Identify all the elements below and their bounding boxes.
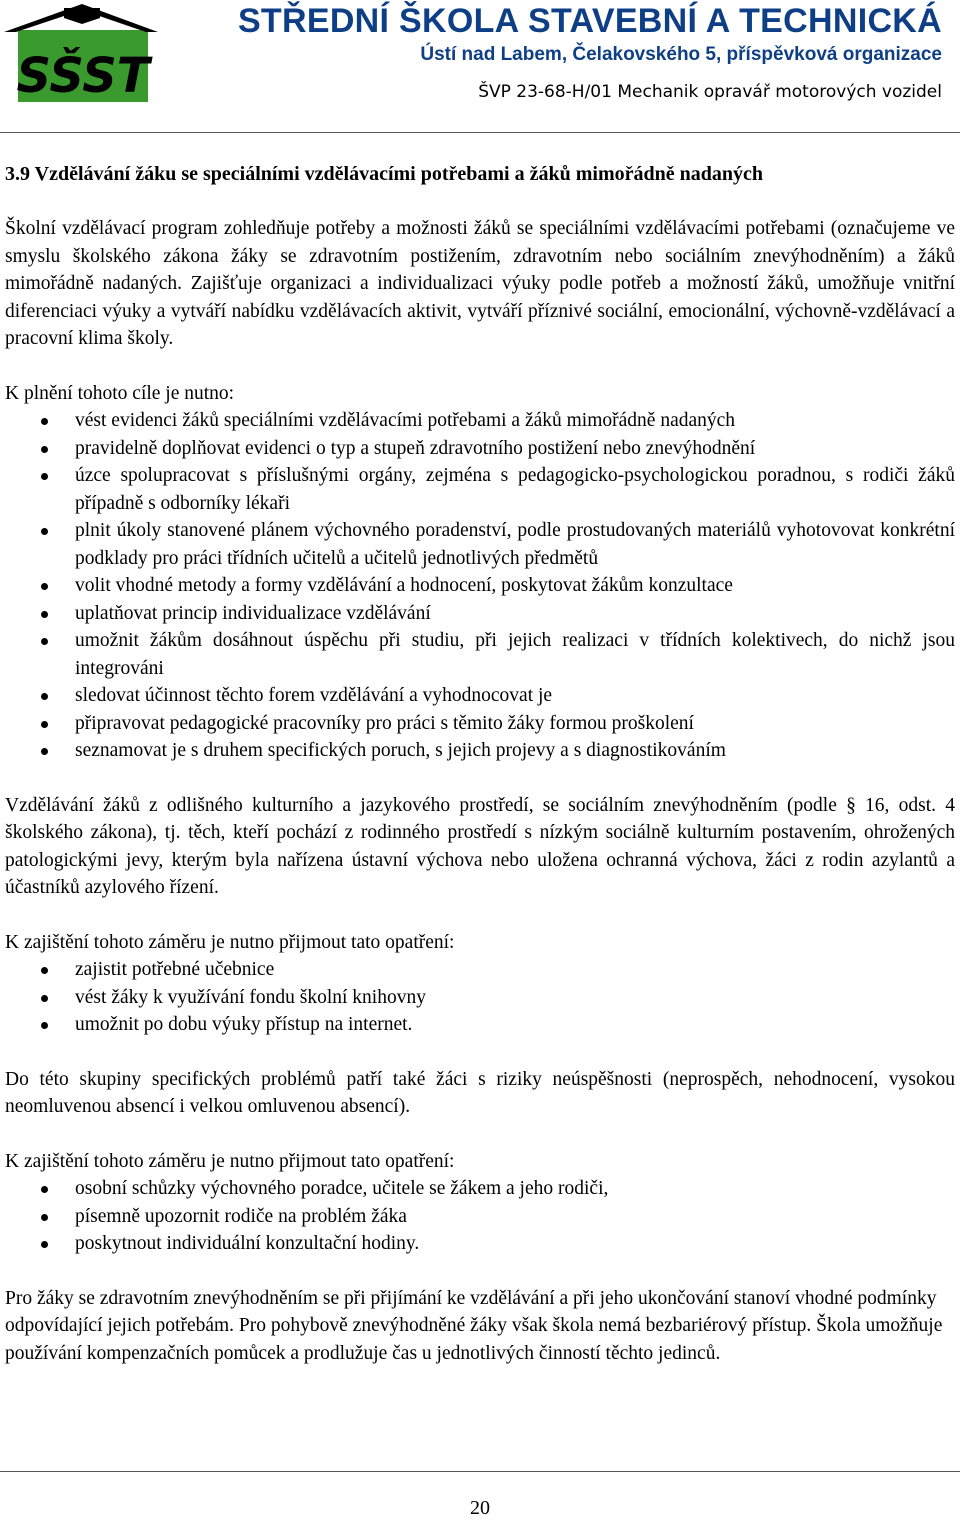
list-item: volit vhodné metody a formy vzdělávání a hodnocení, poskytovat žákům konzultace [5, 572, 955, 600]
list-item: vést evidenci žáků speciálními vzdělávacími potřebami a žáků mimořádně nadaných [5, 407, 955, 435]
intro-paragraph: Školní vzdělávací program zohledňuje potřeby a možnosti žáků se speciálními vzdělávacími potřebami (označujeme ve smyslu školského zákona žáky se zdravotním postižením, zdravotním nebo sociálním znevýhodněním) a žáků mimořádně nadaných. Zajišťuje organizaci a individualizaci výuky podle potřeb a možností žáků, umožňuje vnitřní diferenciaci výuky a vytváří nabídku vzdělávacích aktivit, vytváří příznivé sociální, emocionální, výchovně-vzdělávací a pracovní klima školy. [5, 218, 955, 349]
list-item: pravidelně doplňovat evidenci o typ a stupeň zdravotního postižení nebo znevýhodnění [5, 435, 955, 463]
school-address: Ústí nad Labem, Čelakovského 5, příspěvková organizace [420, 44, 942, 65]
list-item: plnit úkoly stanovené plánem výchovného poradenství, podle prostudovaných materiálů vyhotovovat konkrétní podklady pro práci třídních učitelů a učitelů jednotlivých předmětů [5, 517, 955, 572]
measures-list-1 [5, 956, 955, 1039]
list-item: úzce spolupracovat s příslušnými orgány, zejména s pedagogicko-psychologickou poradnou, s rodiči žáků případně s odborníky lékaři [5, 462, 955, 517]
measures-lead-2: K zajištění tohoto záměru je nutno přijmout tato opatření: [5, 1150, 455, 1172]
list-item: poskytnout individuální konzultační hodiny. [5, 1230, 955, 1258]
school-logo [4, 4, 158, 102]
list-item: umožnit po dobu výuky přístup na internet. [5, 1011, 955, 1039]
program-code: ŠVP 23-68-H/01 Mechanik opravář motorových vozidel [478, 82, 942, 102]
page-header [0, 0, 960, 134]
list-item: písemně upozornit rodiče na problém žáka [5, 1203, 955, 1231]
header-divider [0, 132, 960, 133]
list-item: uplatňovat princip individualizace vzdělávání [5, 600, 955, 628]
list-item: sledovat účinnost těchto forem vzdělávání a vyhodnocovat je [5, 682, 955, 710]
list-item: vést žáky k využívání fondu školní knihovny [5, 984, 955, 1012]
footer-divider [0, 1471, 960, 1472]
list-item: zajistit potřebné učebnice [5, 956, 955, 984]
school-name: STŘEDNÍ ŠKOLA STAVEBNÍ A TECHNICKÁ [237, 2, 942, 40]
goal-lead: K plnění tohoto cíle je nutno: [5, 382, 235, 404]
list-item: osobní schůzky výchovného poradce, učitele se žákem a jeho rodiči, [5, 1175, 955, 1203]
risk-paragraph: Do této skupiny specifických problémů patří také žáci s riziky neúspěšnosti (neprospěch, nehodnocení, vysokou neomluvenou absencí i velkou omluvenou absencí). [5, 1068, 955, 1117]
page-number: 20 [470, 1497, 490, 1519]
logo-letters: SŠST [16, 48, 150, 102]
section-heading: 3.9 Vzdělávání žáku se speciálními vzdělávacími potřebami a žáků mimořádně nadaných [5, 163, 763, 185]
list-item: seznamovat je s druhem specifických poruch, s jejich projevy a s diagnostikováním [5, 737, 955, 765]
measures-list-2 [5, 1175, 955, 1258]
page-content [5, 160, 955, 1394]
goal-list [5, 407, 955, 765]
cultural-paragraph: Vzdělávání žáků z odlišného kulturního a jazykového prostředí, se sociálním znevýhodněním (podle § 16, odst. 4 školského zákona), tj. těch, kteří pochází z rodinného prostředí s nízkým sociálně kulturním postavením, ohrožených patologickými jevy, kterým byla nařízena ústavní výchova nebo uložena ochranná výchova, žáci z rodin azylantů a účastníků azylového řízení. [5, 794, 955, 898]
health-paragraph: Pro žáky se zdravotním znevýhodněním se při přijímání ke vzdělávání a při jeho ukončování stanoví vhodné podmínky odpovídající jejich potřebám. Pro pohybově znevýhodněné žáky však škola nemá bezbariérový přístup. Škola umožňuje používání kompenzačních pomůcek a prodlužuje čas u jednotlivých činností těchto jedinců. [5, 1287, 943, 1364]
list-item: připravovat pedagogické pracovníky pro práci s těmito žáky formou proškolení [5, 710, 955, 738]
list-item: umožnit žákům dosáhnout úspěchu při studiu, při jejich realizaci v třídních kolektivech, do nichž jsou integrováni [5, 627, 955, 682]
measures-lead-1: K zajištění tohoto záměru je nutno přijmout tato opatření: [5, 931, 455, 953]
